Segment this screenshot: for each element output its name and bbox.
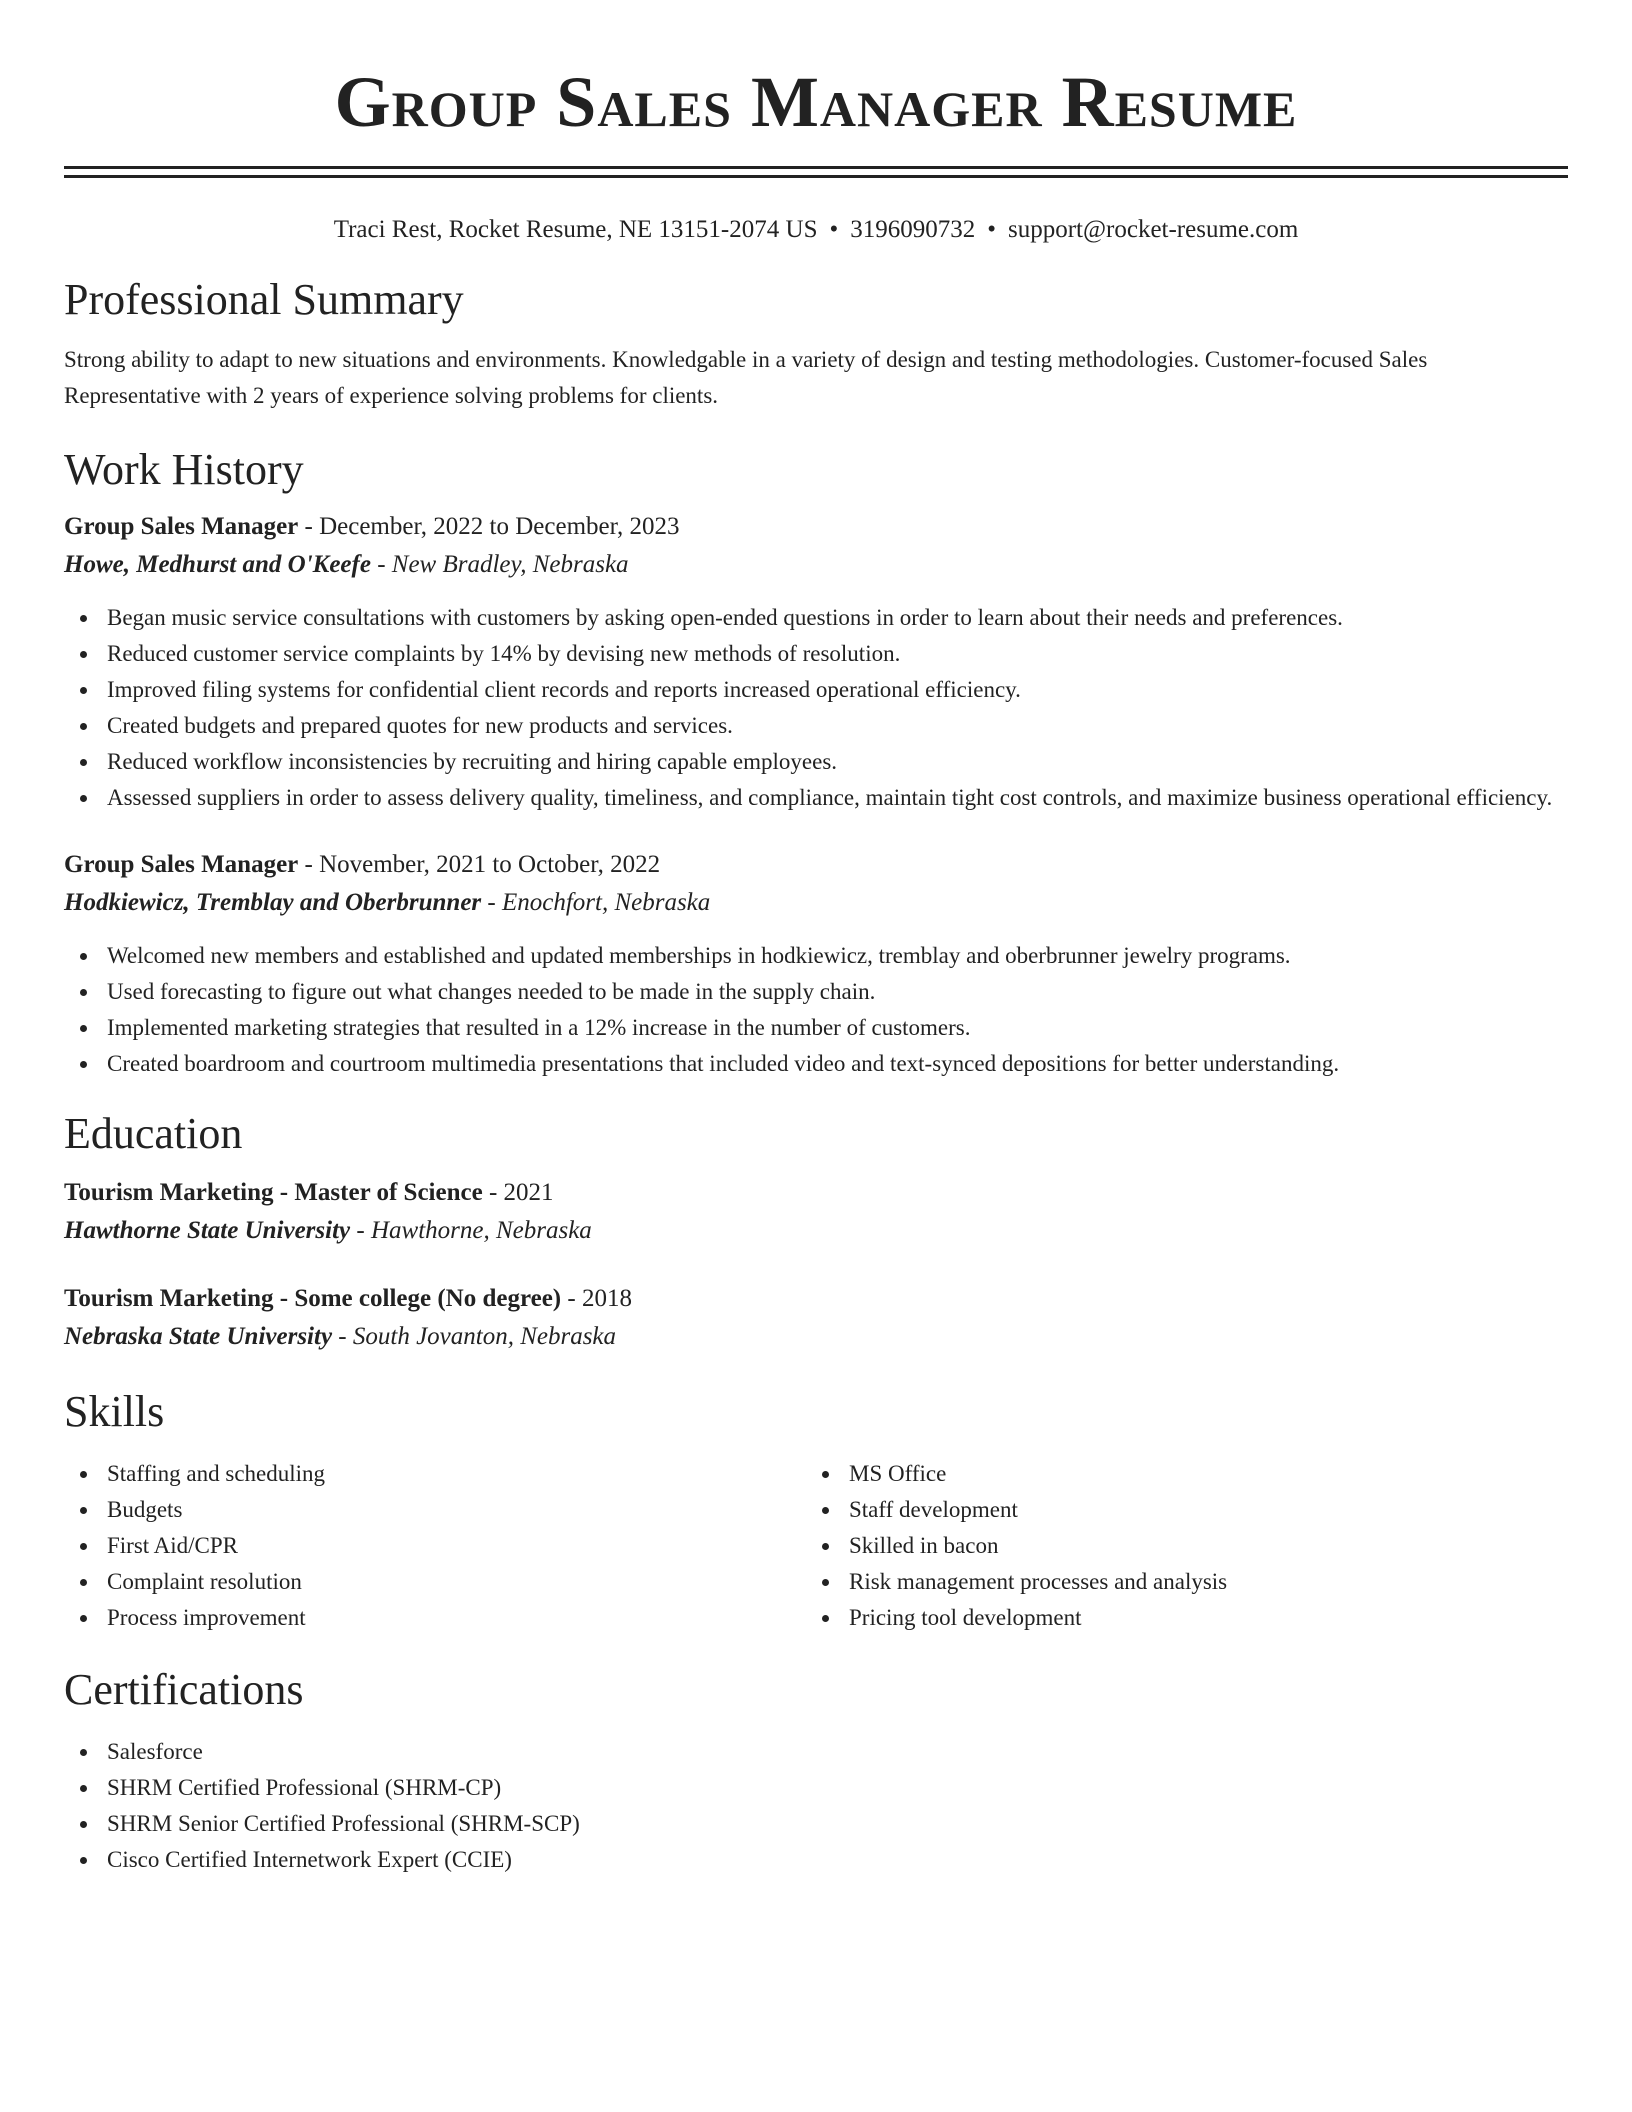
certification-item: SHRM Senior Certified Professional (SHRM-SCP) [64,1806,1568,1842]
contact-phone: 3196090732 [850,216,976,243]
job-dates: - November, 2021 to October, 2022 [298,851,661,878]
certification-item: Salesforce [64,1734,1568,1770]
job-entry [64,508,1568,816]
skill-item: Staff development [806,1492,1548,1528]
certifications-list [64,1734,1568,1878]
section-heading: Certifications [64,1665,304,1714]
contact-line [64,214,1568,246]
work-history-section [64,444,1568,1082]
skill-item: Budgets [64,1492,806,1528]
degree-name: Tourism Marketing - Some college (No degree) [64,1285,562,1312]
certification-item: Cisco Certified Internetwork Expert (CCIE) [64,1842,1568,1878]
degree-line [64,1280,1568,1318]
list-item: Welcomed new members and established and updated memberships in hodkiewicz, tremblay and oberbrunner jewelry programs. [64,938,1568,974]
skills-left-column [64,1456,806,1636]
section-heading: Professional Summary [64,275,464,324]
section-heading: Education [64,1109,243,1158]
degree-name: Tourism Marketing - Master of Science [64,1179,483,1206]
title-rule-top [64,166,1568,169]
job-bullets [64,600,1568,816]
section-heading: Skills [64,1387,165,1436]
skill-item: Pricing tool development [806,1600,1548,1636]
list-item: Began music service consultations with customers by asking open-ended questions in order to learn about their needs and preferences. [64,600,1568,636]
school-location: - South Jovanton, Nebraska [332,1323,617,1350]
list-item: Improved filing systems for confidential client records and reports increased operational efficiency. [64,672,1568,708]
school-location: - Hawthorne, Nebraska [350,1217,592,1244]
resume-page [64,0,1568,1878]
degree-year: - 2018 [561,1285,632,1312]
school-line [64,1212,1568,1250]
job-dates: - December, 2022 to December, 2023 [298,513,680,540]
section-heading: Work History [64,445,304,494]
skills-section [64,1386,1568,1636]
job-entry [64,846,1568,1082]
job-bullets [64,938,1568,1082]
school-name: Hawthorne State University [64,1217,351,1244]
skill-item: Skilled in bacon [806,1528,1548,1564]
education-section [64,1108,1568,1356]
list-item: Assessed suppliers in order to assess delivery quality, timeliness, and compliance, maintain tight cost controls, and maximize business operational efficiency. [64,780,1568,816]
list-item: Created budgets and prepared quotes for new products and services. [64,708,1568,744]
skill-item: MS Office [806,1456,1548,1492]
summary-text: Strong ability to adapt to new situations and environments. Knowledgable in a variety of design and testing methodologies. Customer-focused Sales Representative with 2 years of experience solving problems for clients. [64,347,1428,408]
education-entry [64,1174,1568,1250]
contact-separator: • [987,216,996,243]
company-name: Hodkiewicz, Tremblay and Oberbrunner [64,889,482,916]
skills-columns [64,1456,1568,1636]
job-title: Group Sales Manager [64,513,299,540]
company-location: - Enochfort, Nebraska [481,889,711,916]
contact-separator: • [829,216,839,243]
skill-item: Risk management processes and analysis [806,1564,1548,1600]
job-title: Group Sales Manager [64,851,299,878]
certifications-section [64,1664,1568,1878]
company-location: - New Bradley, Nebraska [370,551,629,578]
job-title-line [64,846,1568,884]
company-name: Howe, Medhurst and O'Keefe [64,551,371,578]
school-name: Nebraska State University [64,1323,333,1350]
skill-item: Staffing and scheduling [64,1456,806,1492]
skill-item: Process improvement [64,1600,806,1636]
education-entry [64,1280,1568,1356]
title-double-rule [64,166,1568,178]
contact-address: Traci Rest, Rocket Resume, NE 13151-2074 US [333,216,818,243]
certification-item: SHRM Certified Professional (SHRM-CP) [64,1770,1568,1806]
list-item: Used forecasting to figure out what changes needed to be made in the supply chain. [64,974,1568,1010]
list-item: Reduced customer service complaints by 14% by devising new methods of resolution. [64,636,1568,672]
degree-line [64,1174,1568,1212]
contact-email: support@rocket-resume.com [1008,216,1299,243]
list-item: Reduced workflow inconsistencies by recruiting and hiring capable employees. [64,744,1568,780]
list-item: Implemented marketing strategies that resulted in a 12% increase in the number of customers. [64,1010,1568,1046]
skill-item: Complaint resolution [64,1564,806,1600]
skills-right-column [806,1456,1548,1636]
degree-year: - 2021 [482,1179,554,1206]
job-title-line [64,508,1568,546]
skill-item: First Aid/CPR [64,1528,806,1564]
resume-title: Group Sales Manager Resume [334,62,1298,142]
professional-summary-section [64,274,1568,414]
company-line [64,546,1568,584]
school-line [64,1318,1568,1356]
list-item: Created boardroom and courtroom multimedia presentations that included video and text-synced depositions for better understanding. [64,1046,1568,1082]
company-line [64,884,1568,922]
title-rule-bottom [64,175,1568,178]
